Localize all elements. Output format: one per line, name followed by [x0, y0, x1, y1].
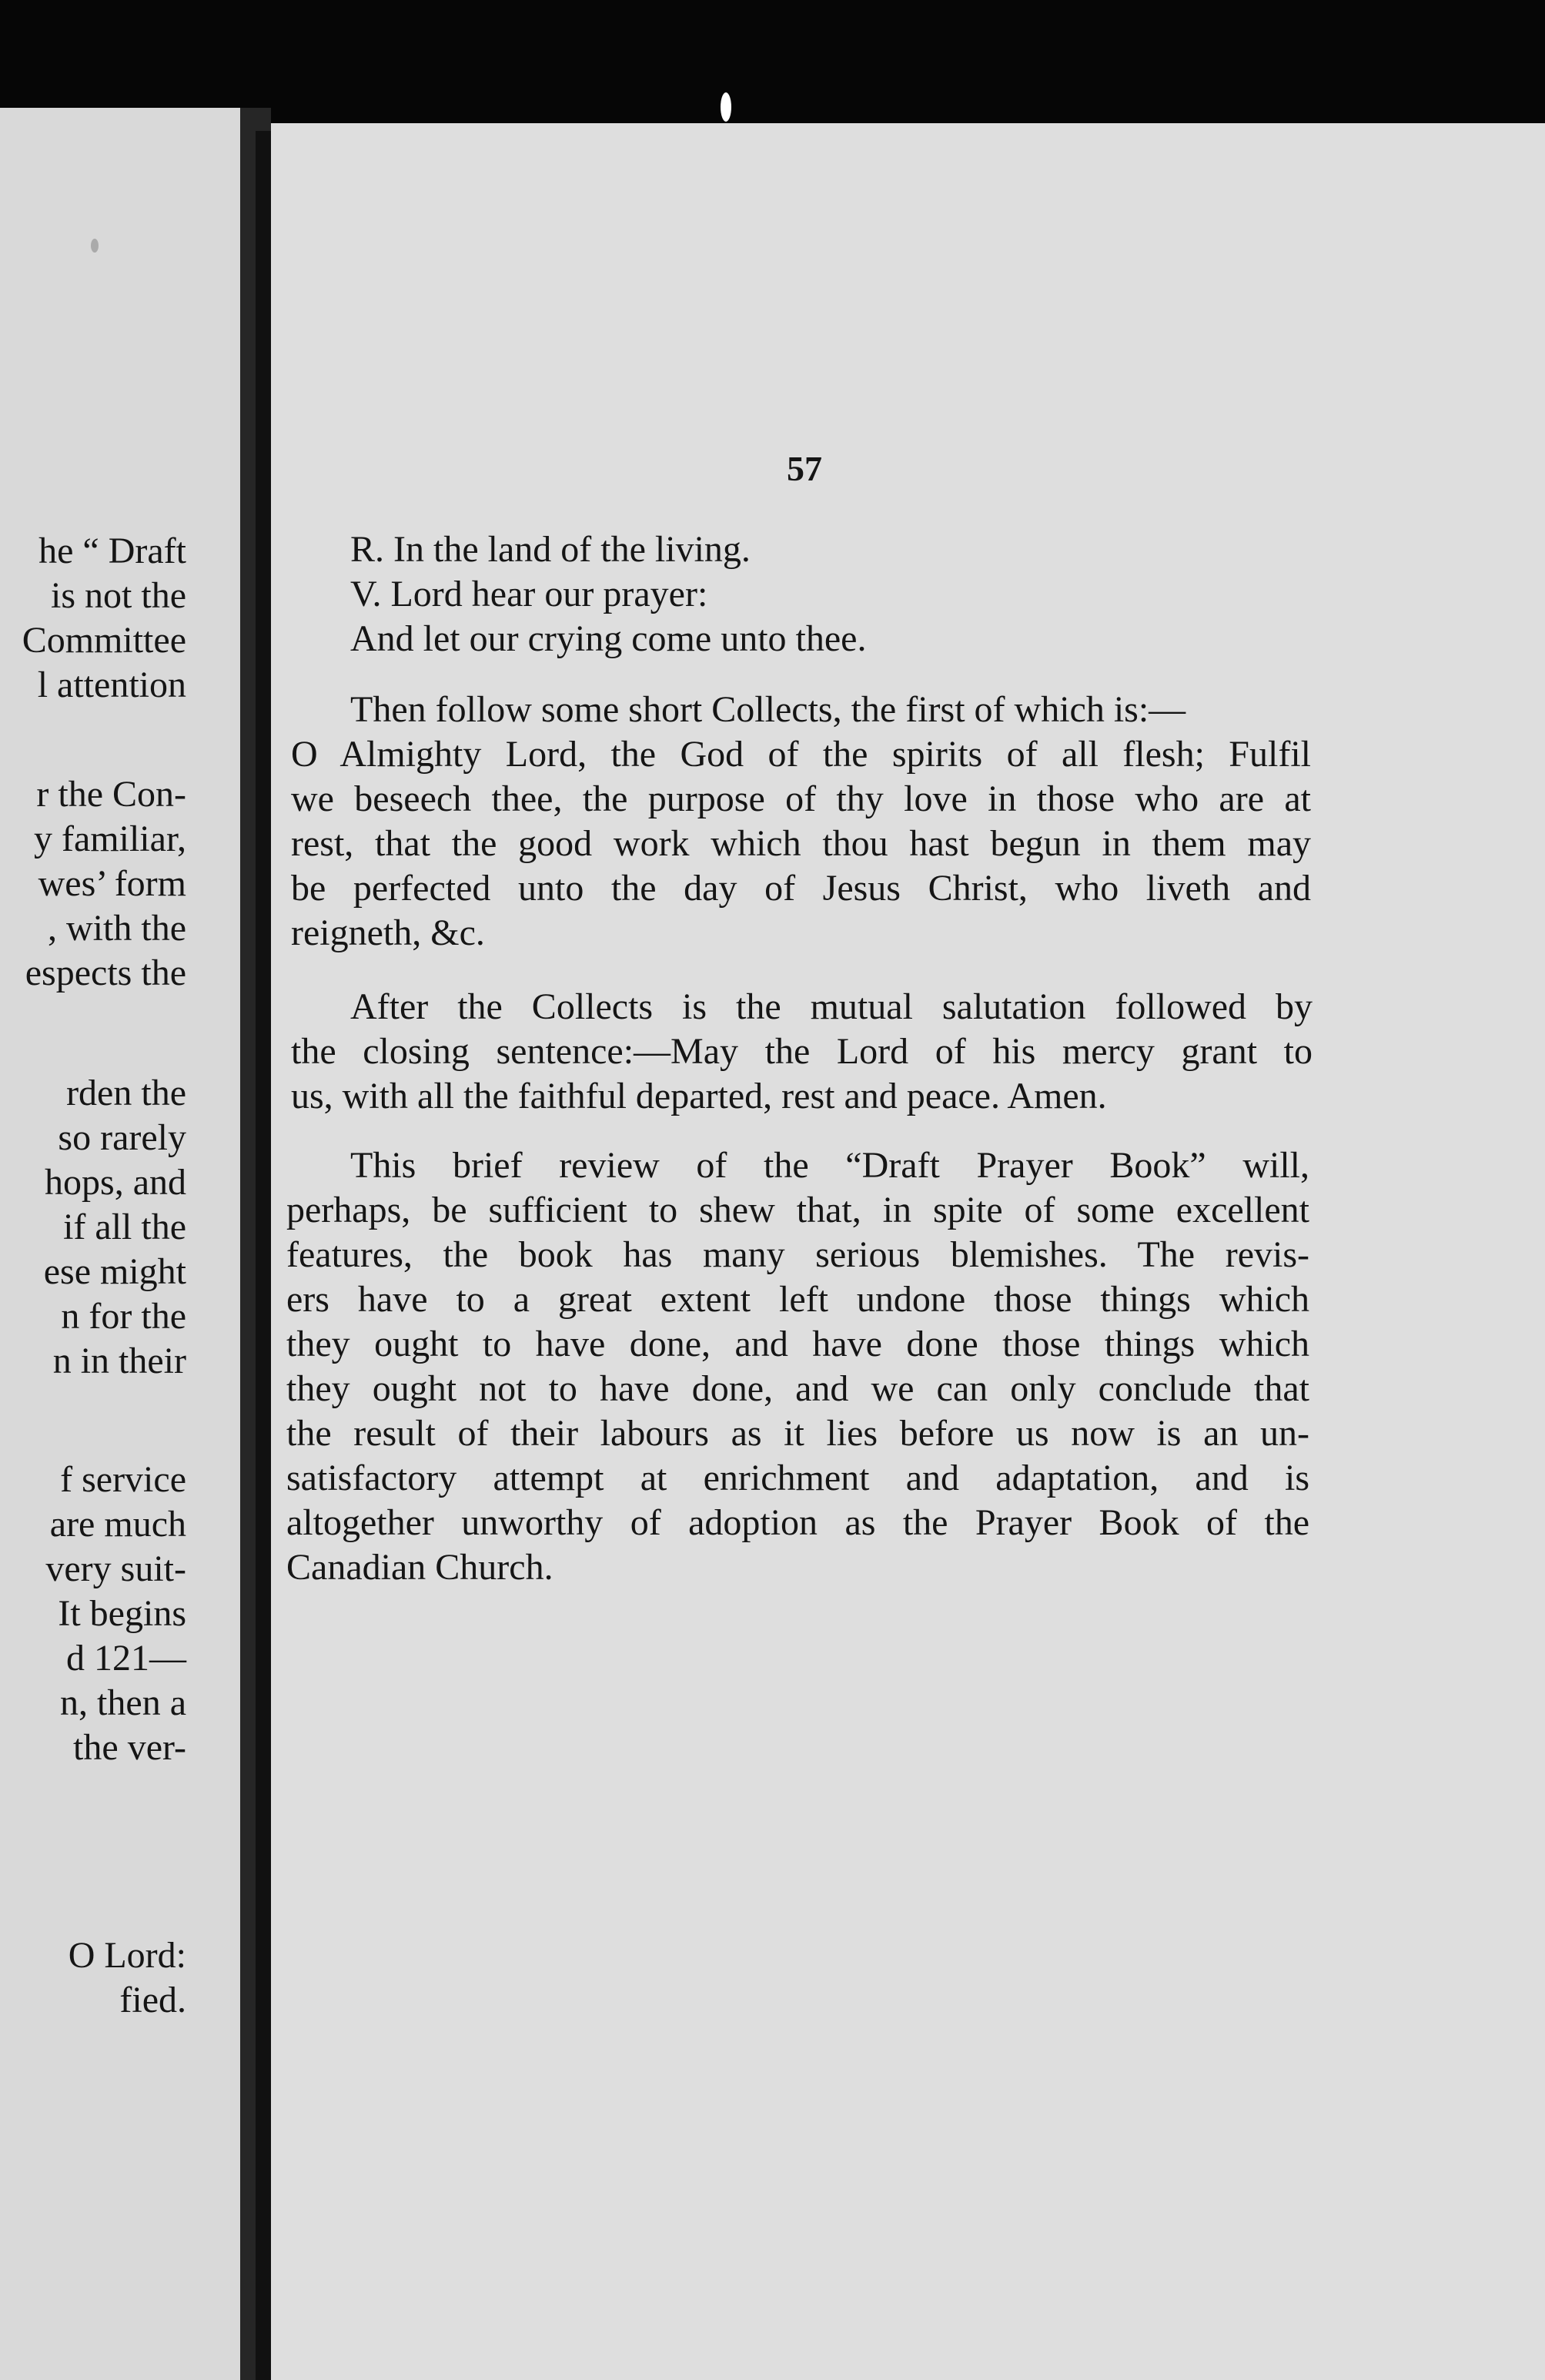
left-line: n, then a [60, 1682, 186, 1723]
paper-speck [91, 239, 99, 253]
paragraph-line: ers have to a great extent left undone those things which [286, 1279, 1309, 1320]
paragraph-line: altogether unworthy of adoption as the Prayer Book of the [286, 1502, 1309, 1543]
left-line: Committee [22, 620, 186, 661]
left-line: r the Con- [36, 774, 186, 815]
left-line: espects the [25, 952, 186, 993]
left-line: d 121— [66, 1638, 186, 1679]
left-line: rden the [66, 1073, 186, 1113]
left-line: It begins [58, 1593, 186, 1634]
left-line: ese might [43, 1251, 186, 1292]
left-line: so rarely [58, 1117, 186, 1158]
left-line: the ver- [73, 1727, 186, 1768]
versicle-line: V. Lord hear our prayer: [350, 574, 708, 614]
paragraph-line: O Almighty Lord, the God of the spirits of all flesh; Fulfil [291, 734, 1311, 775]
paragraph-line: they ought to have done, and have done those things which [286, 1324, 1309, 1364]
gutter-shadow [256, 131, 273, 2380]
left-line: wes’ form [38, 863, 186, 904]
scan-blot [721, 92, 731, 122]
left-line: n in their [52, 1341, 186, 1381]
left-line: f service [60, 1459, 186, 1500]
paragraph-line: rest, that the good work which thou hast begun in them may [291, 823, 1311, 864]
paragraph-line: we beseech thee, the purpose of thy love in those who are at [291, 778, 1311, 819]
left-line: l attention [37, 664, 186, 705]
left-line: y familiar, [34, 818, 186, 859]
paragraph-line: the closing sentence:—May the Lord of his mercy grant to [291, 1031, 1313, 1072]
paragraph-line: After the Collects is the mutual salutation followed by [350, 986, 1313, 1027]
left-line: is not the [51, 575, 186, 616]
paragraph-line: Canadian Church. [286, 1547, 553, 1588]
left-line: are much [49, 1504, 186, 1545]
left-page [0, 108, 240, 2380]
left-line: n for the [61, 1296, 186, 1337]
left-line: very suit- [45, 1548, 186, 1589]
paragraph-line: the result of their labours as it lies before us now is an un- [286, 1413, 1309, 1454]
versicle-line: R. In the land of the living. [350, 529, 751, 570]
paragraph-line: us, with all the faithful departed, rest and peace. Amen. [291, 1076, 1107, 1116]
left-line: if all the [63, 1207, 186, 1247]
paragraph-line: This brief review of the “Draft Prayer Book” will, [350, 1145, 1309, 1186]
paragraph-line: be perfected unto the day of Jesus Christ, who liveth and [291, 868, 1311, 909]
paragraph-line: features, the book has many serious blemishes. The revis- [286, 1234, 1309, 1275]
paragraph-line: satisfactory attempt at enrichment and adaptation, and is [286, 1458, 1309, 1498]
paragraph-line: they ought not to have done, and we can only conclude that [286, 1368, 1309, 1409]
paragraph-line: reigneth, &c. [291, 912, 485, 953]
left-line: he “ Draft [38, 531, 186, 571]
left-line: O Lord: [68, 1935, 186, 1976]
left-line: fied. [119, 1980, 186, 2020]
paragraph-line: Then follow some short Collects, the first of which is:— [350, 689, 1186, 730]
versicle-line: And let our crying come unto thee. [350, 618, 867, 659]
left-line: hops, and [45, 1162, 186, 1203]
left-line: , with the [48, 908, 186, 949]
paragraph-line: perhaps, be sufficient to shew that, in spite of some excellent [286, 1190, 1309, 1230]
page-number: 57 [787, 449, 822, 488]
